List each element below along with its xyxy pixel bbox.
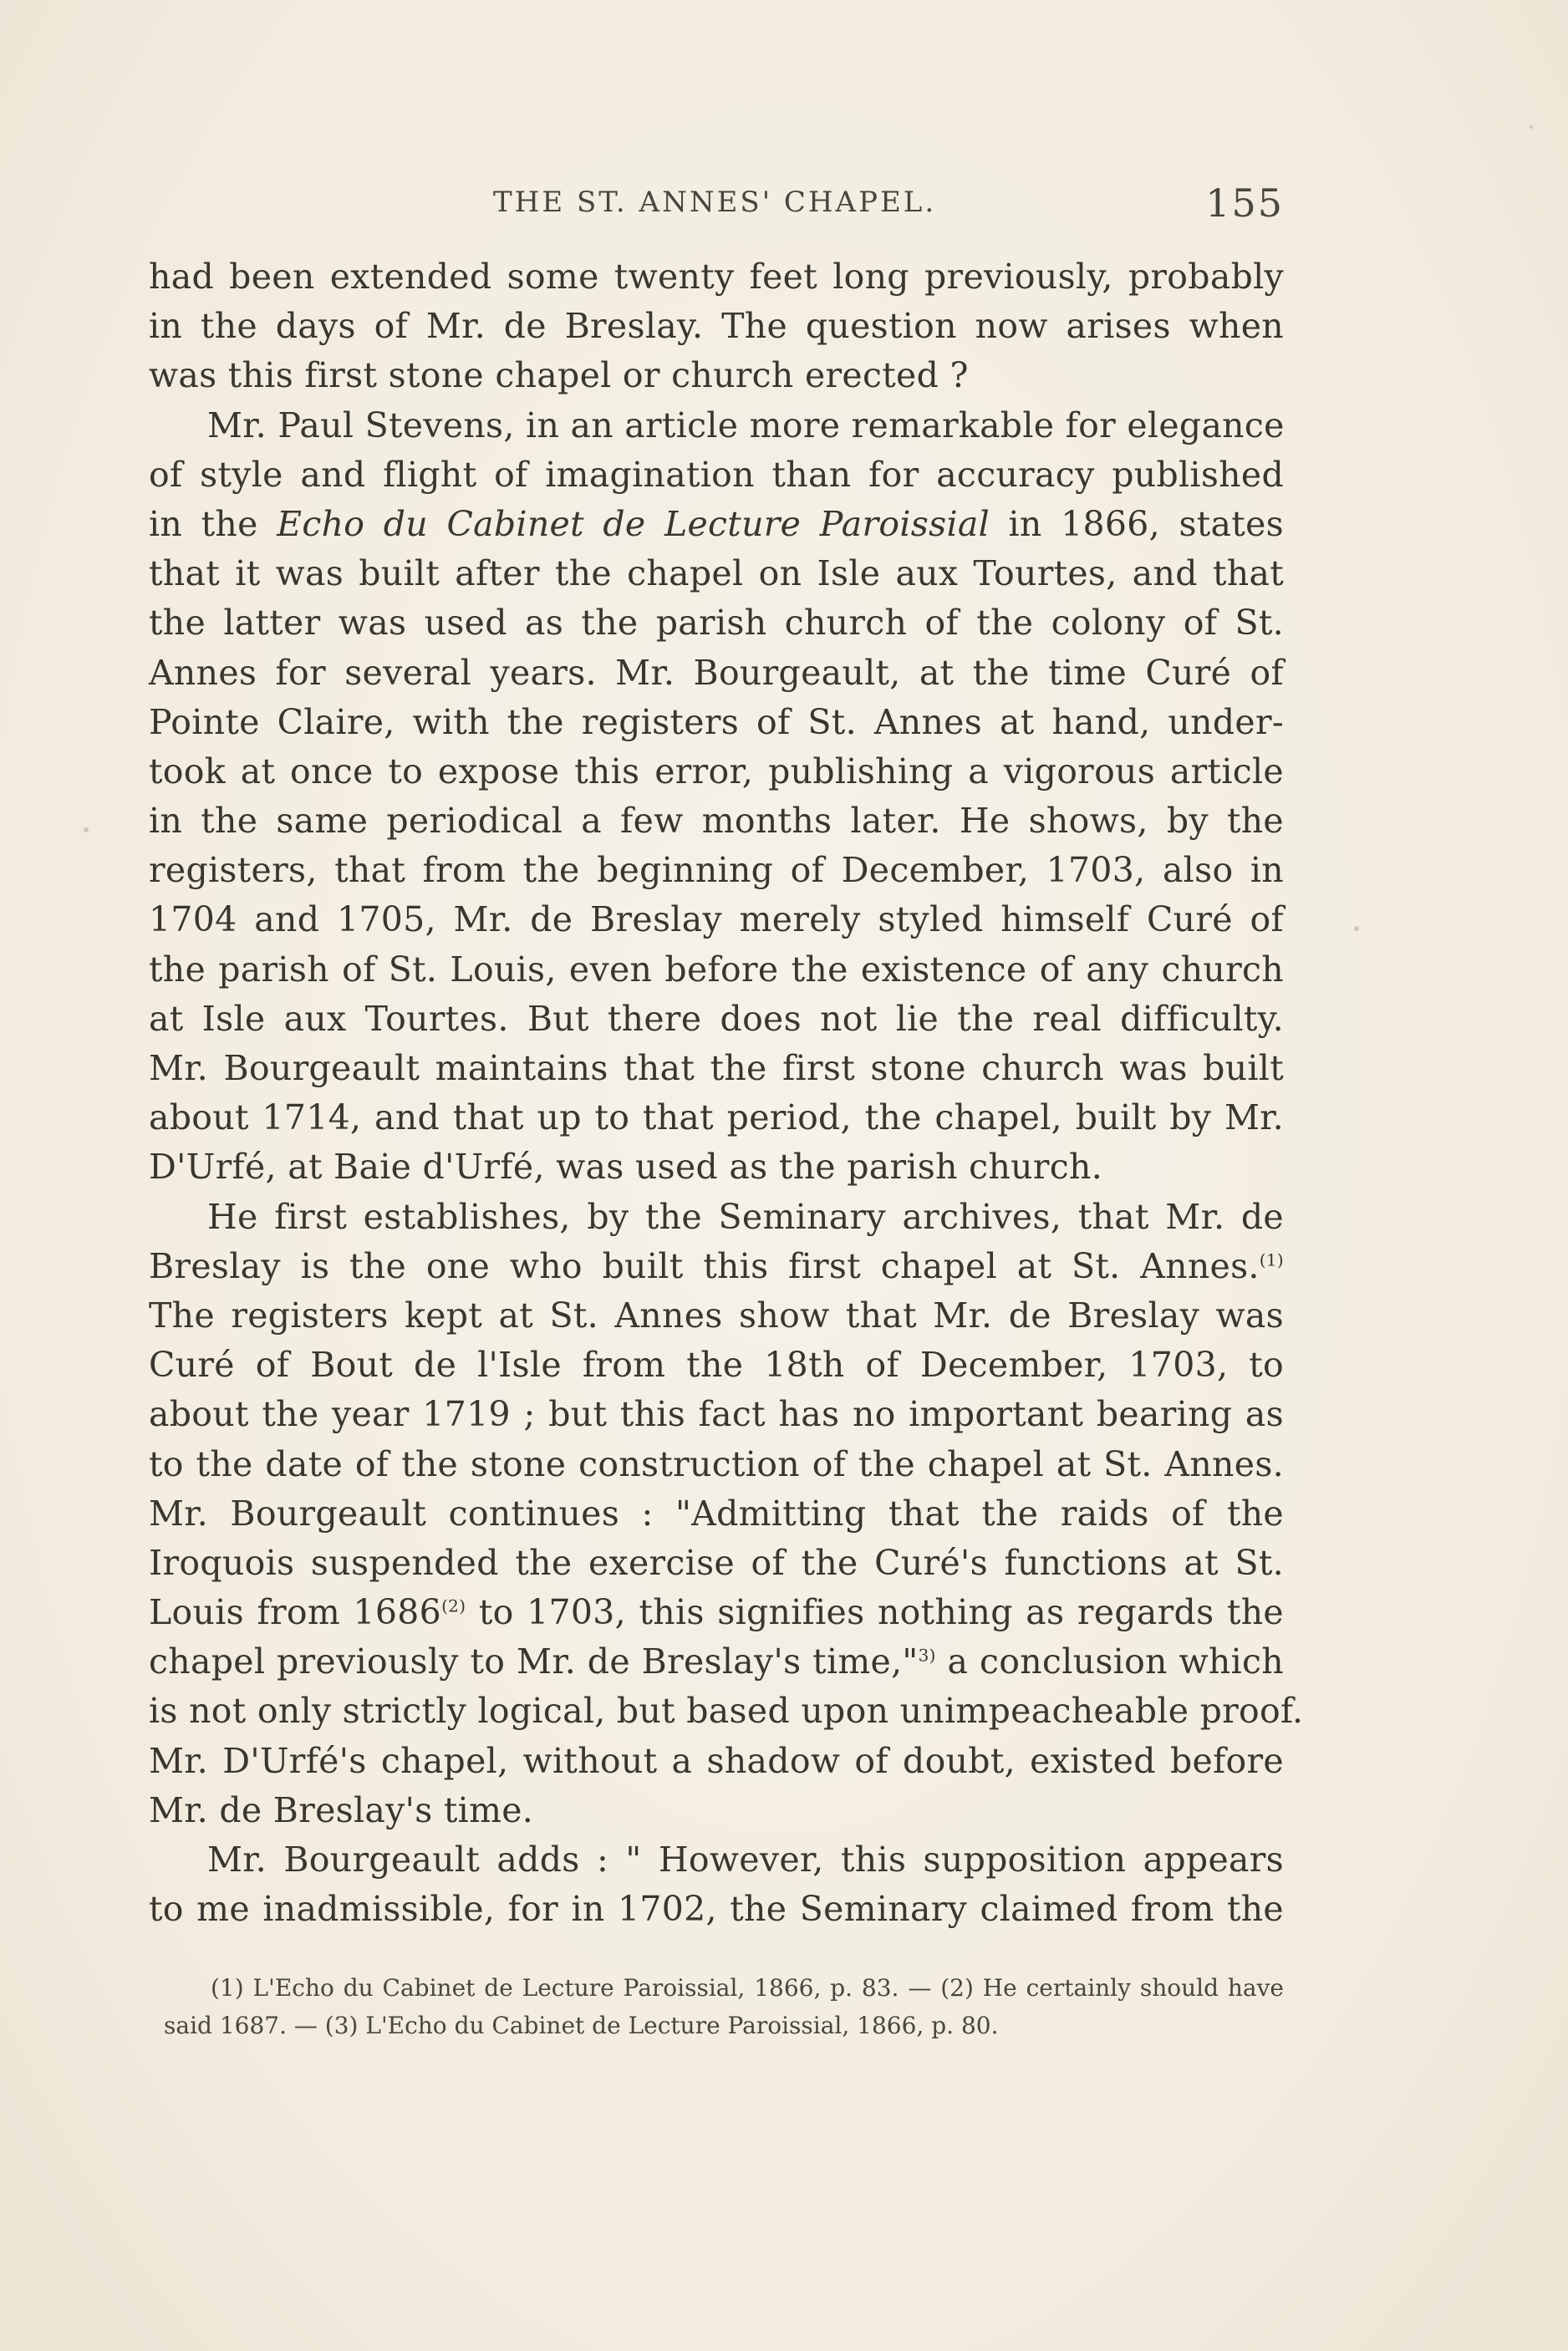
text-line: the parish of St. Louis, even before the existence of any church [149, 949, 1284, 990]
footnote-marker: (2) [441, 1595, 466, 1616]
paper-speck [1530, 125, 1533, 129]
text-line: He first establishes, by the Seminary archives, that Mr. de [207, 1196, 1284, 1237]
text-line: to me inadmissible, for in 1702, the Seminary claimed from the [149, 1889, 1284, 1930]
page-number: 155 [1205, 181, 1284, 226]
text-line: to the date of the stone construction of the chapel at St. Annes. [149, 1443, 1284, 1484]
text-line: Iroquois suspended the exercise of the Curé's functions at St. [149, 1542, 1284, 1583]
running-head: THE ST. ANNES' CHAPEL. [493, 186, 937, 219]
text-line: Mr. Bourgeault adds : " However, this supposition appears [207, 1840, 1284, 1880]
text-segment: Breslay is the one who built this first chapel at St. Annes. [149, 1245, 1260, 1286]
text-line: 1704 and 1705, Mr. de Breslay merely styled himself Curé of [149, 899, 1284, 940]
text-segment: a conclusion which [935, 1641, 1284, 1682]
footnote-line: said 1687. — (3) L'Echo du Cabinet de Lecture Paroissial, 1866, p. 80. [164, 2012, 999, 2039]
paper-speck [1354, 926, 1359, 931]
text-segment: Louis from 1686 [149, 1592, 442, 1633]
text-segment: to 1703, this signifies nothing as regards the [466, 1592, 1284, 1633]
text-line: of style and flight of imagination than for accuracy published [149, 454, 1284, 495]
text-line: D'Urfé, at Baie d'Urfé, was used as the parish church. [149, 1147, 1103, 1188]
text-line: about the year 1719 ; but this fact has no important bearing as [149, 1394, 1284, 1435]
text-line-with-title [149, 500, 1284, 549]
text-line: registers, that from the beginning of December, 1703, also in [149, 850, 1284, 891]
footnote-line: (1) L'Echo du Cabinet de Lecture Paroissial, 1866, p. 83. — (2) He certainly should have [211, 1974, 1284, 2002]
text-line: Mr. Bourgeault maintains that the first stone church was built [149, 1048, 1284, 1088]
body-text [149, 252, 1304, 1934]
text-line: in the days of Mr. de Breslay. The question now arises when [149, 306, 1284, 347]
footnotes [164, 1969, 1284, 2044]
text-line: had been extended some twenty feet long previously, probably [149, 257, 1284, 297]
title-suffix: in 1866, states [1008, 503, 1284, 544]
title-prefix: in the [149, 503, 258, 544]
periodical-title: Echo du Cabinet de Lecture Paroissial [277, 503, 990, 544]
text-line: at Isle aux Tourtes. But there does not lie the real difficulty. [149, 998, 1284, 1039]
text-line: Mr. Bourgeault continues : "Admitting that the raids of the [149, 1493, 1284, 1534]
text-line: The registers kept at St. Annes show that Mr. de Breslay was [149, 1295, 1284, 1336]
text-line-with-note [149, 1242, 1284, 1291]
text-line: in the same periodical a few months later. He shows, by the [149, 801, 1284, 842]
text-line: the latter was used as the parish church of the colony of St. [149, 603, 1284, 644]
text-line: Pointe Claire, with the registers of St. Annes at hand, under- [149, 701, 1284, 742]
footnote-marker: (1) [1259, 1249, 1284, 1270]
text-line: is not only strictly logical, but based upon unimpeacheable proof. [149, 1691, 1304, 1732]
text-line: Curé of Bout de l'Isle from the 18th of December, 1703, to [149, 1345, 1284, 1386]
paper-speck [84, 827, 89, 832]
text-line: that it was built after the chapel on Isle aux Tourtes, and that [149, 553, 1284, 594]
text-line: Mr. D'Urfé's chapel, without a shadow of doubt, existed before [149, 1740, 1284, 1781]
text-line: took at once to expose this error, publishing a vigorous article [149, 751, 1284, 791]
footnote-marker: 3) [918, 1645, 936, 1666]
text-line: Mr. Paul Stevens, in an article more remarkable for elegance [207, 405, 1285, 445]
text-line: Annes for several years. Mr. Bourgeault, at the time Curé of [149, 652, 1284, 693]
text-line: was this first stone chapel or church erected ? [149, 355, 969, 396]
text-line: Mr. de Breslay's time. [149, 1789, 534, 1830]
text-segment: chapel previously to Mr. de Breslay's time," [149, 1641, 919, 1682]
page-header [150, 181, 1284, 236]
text-line: about 1714, and that up to that period, the chapel, built by Mr. [149, 1097, 1284, 1138]
text-line-with-note [149, 1637, 1284, 1687]
text-line-with-note [149, 1588, 1284, 1637]
